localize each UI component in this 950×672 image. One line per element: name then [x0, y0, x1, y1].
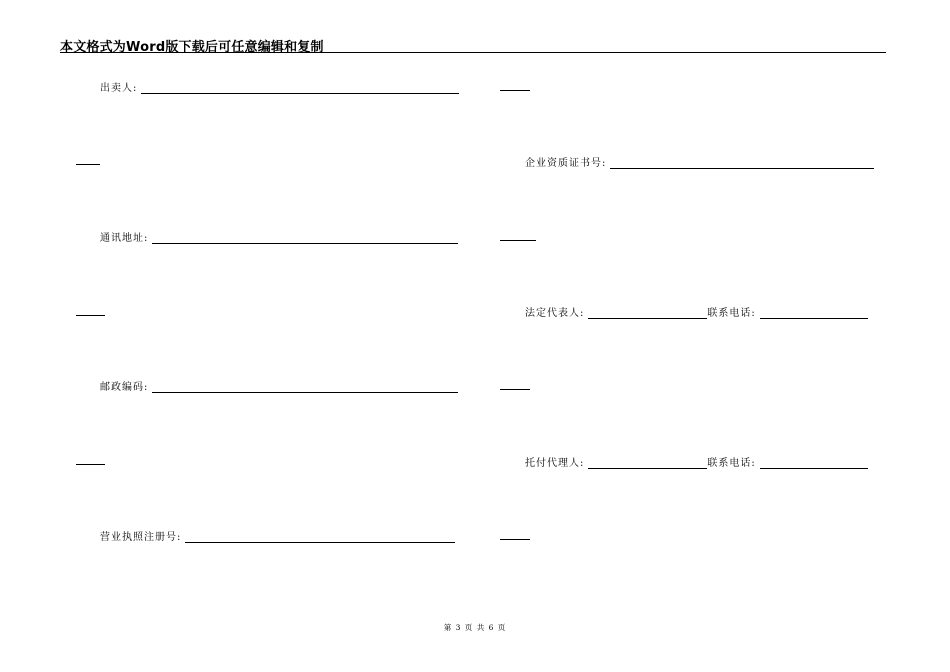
postcode-label: 邮政编码: — [100, 382, 149, 393]
seller-label: 出卖人: — [100, 83, 138, 94]
right-stub-3 — [500, 389, 530, 390]
qualification-blank[interactable] — [610, 158, 874, 169]
agent-blank[interactable] — [588, 458, 707, 469]
license-label: 营业执照注册号: — [100, 532, 182, 543]
phone-1-label: 联系电话: — [707, 308, 756, 319]
phone-2-blank[interactable] — [760, 458, 868, 469]
phone-1-blank[interactable] — [760, 308, 868, 319]
right-stub-2 — [500, 240, 536, 241]
phone-2-label: 联系电话: — [707, 458, 756, 469]
address-blank[interactable] — [152, 233, 458, 244]
right-stub-4 — [500, 539, 530, 540]
address-label: 通讯地址: — [100, 233, 149, 244]
seller-continuation-line — [76, 164, 100, 165]
license-field — [100, 529, 455, 543]
address-field — [100, 230, 458, 244]
license-blank[interactable] — [185, 532, 455, 543]
postcode-continuation-line — [76, 464, 105, 465]
qualification-field — [525, 155, 874, 169]
seller-field — [100, 80, 459, 94]
qualification-label: 企业资质证书号: — [525, 158, 607, 169]
right-stub-1 — [500, 90, 530, 91]
postcode-field — [100, 379, 458, 393]
agent-label: 托付代理人: — [525, 458, 585, 469]
seller-blank[interactable] — [141, 83, 459, 94]
agent-field — [525, 455, 868, 469]
page-number: 第 3 页 共 6 页 — [443, 623, 507, 632]
postcode-blank[interactable] — [152, 382, 458, 393]
address-continuation-line — [76, 315, 105, 316]
legal-rep-field — [525, 305, 868, 319]
document-header-title: 本文格式为Word版下载后可任意编辑和复制 — [60, 40, 324, 55]
header-divider — [60, 52, 886, 53]
legal-rep-label: 法定代表人: — [525, 308, 585, 319]
legal-rep-blank[interactable] — [588, 308, 707, 319]
